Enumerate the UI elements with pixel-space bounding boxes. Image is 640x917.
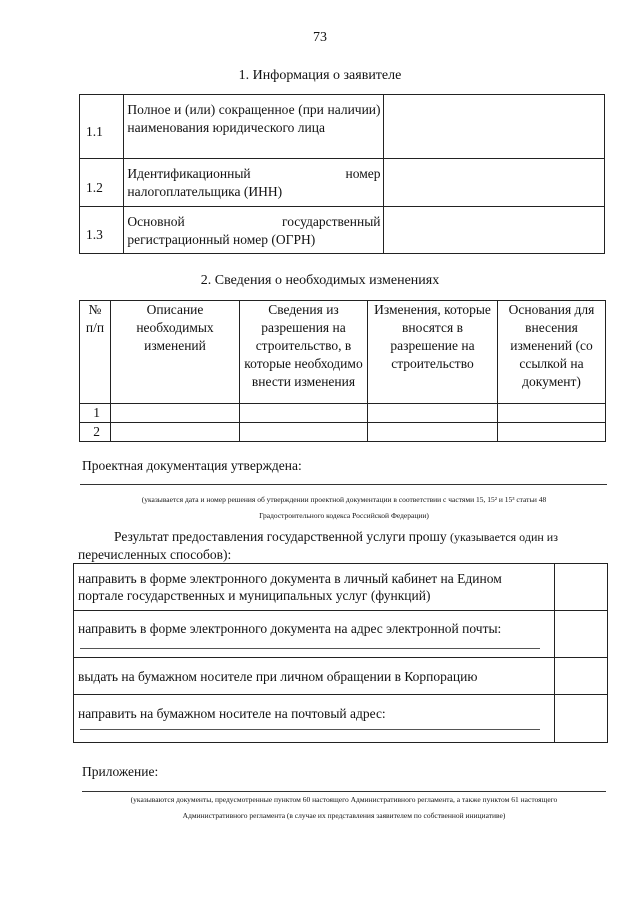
table-cell[interactable] (111, 423, 240, 442)
option-checkbox[interactable] (555, 658, 608, 695)
option-label: направить в форме электронного документа в личный кабинет на Едином портале государственных и муниципальных услуг (функций) (74, 564, 555, 611)
option-checkbox[interactable] (555, 695, 608, 743)
header-changes: Изменения, которые вносятся в разрешение на строительство (368, 301, 498, 404)
option-cell (74, 611, 555, 658)
attachment-caption-1: (указываются документы, предусмотренные пунктом 60 настоящего Административного регламента, а также пунктом 61 настоящего (130, 795, 558, 804)
table-row (80, 423, 606, 442)
header-description: Описание необходимых изменений (111, 301, 240, 404)
value-cell[interactable] (383, 159, 604, 207)
row-number: 1 (80, 404, 111, 423)
result-intro-hint: (указывается один из (450, 530, 558, 544)
row-label: Идентификационный номер налогоплательщика (ИНН) (124, 159, 383, 207)
result-intro-line2: перечисленных способов): (78, 547, 232, 562)
table-cell[interactable] (111, 404, 240, 423)
table-row (80, 95, 605, 159)
header-num: № п/п (80, 301, 111, 404)
option-row (74, 658, 608, 695)
result-options-table (73, 563, 608, 743)
email-input-line[interactable] (80, 648, 540, 649)
table-cell[interactable] (240, 404, 368, 423)
project-doc-line[interactable] (80, 484, 607, 485)
attachment-caption-2: Административного регламента (в случае их представления заявителем по собственной инициативе) (182, 811, 506, 820)
option-cell (74, 695, 555, 743)
table-cell[interactable] (368, 423, 498, 442)
table-cell[interactable] (240, 423, 368, 442)
page-number: 73 (313, 30, 327, 45)
table-row (80, 404, 606, 423)
row-number: 1.2 (80, 159, 124, 207)
option-checkbox[interactable] (555, 564, 608, 611)
row-number: 1.1 (80, 95, 124, 159)
header-permit-info: Сведения из разрешения на строительство, в которые необходимо внести изменения (240, 301, 368, 404)
table-row (80, 207, 605, 254)
row-label: Полное и (или) сокращенное (при наличии) наименования юридического лица (124, 95, 383, 159)
attachment-label: Приложение: (82, 764, 159, 779)
header-grounds: Основания для внесения изменений (со ссылкой на документ) (498, 301, 606, 404)
row-number: 2 (80, 423, 111, 442)
table-cell[interactable] (368, 404, 498, 423)
applicant-info-table (79, 94, 605, 254)
option-row (74, 695, 608, 743)
option-label: направить на бумажном носителе на почтовый адрес: (78, 706, 386, 721)
attachment-line[interactable] (82, 791, 606, 792)
row-label: Основной государственный регистрационный номер (ОГРН) (124, 207, 383, 254)
project-doc-label: Проектная документация утверждена: (82, 458, 302, 473)
result-intro (114, 529, 558, 545)
table-row (80, 159, 605, 207)
option-checkbox[interactable] (555, 611, 608, 658)
project-doc-caption-1: (указывается дата и номер решения об утверждении проектной документации в соответствии с частями 15, 15² и 15³ статьи 48 (141, 495, 547, 504)
result-intro-text: Результат предоставления государственной услуги прошу (114, 529, 447, 544)
row-number: 1.3 (80, 207, 124, 254)
changes-table (79, 300, 606, 442)
option-row (74, 564, 608, 611)
table-header-row (80, 301, 606, 404)
postal-address-line[interactable] (80, 729, 540, 730)
option-label: направить в форме электронного документа на адрес электронной почты: (78, 621, 502, 636)
option-row (74, 611, 608, 658)
table-cell[interactable] (498, 404, 606, 423)
section1-title: 1. Информация о заявителе (238, 68, 402, 83)
value-cell[interactable] (383, 95, 604, 159)
section2-title: 2. Сведения о необходимых изменениях (200, 273, 440, 288)
table-cell[interactable] (498, 423, 606, 442)
project-doc-caption-2: Градостроительного кодекса Российской Федерации) (259, 511, 429, 520)
value-cell[interactable] (383, 207, 604, 254)
option-label: выдать на бумажном носителе при личном обращении в Корпорацию (74, 658, 555, 695)
